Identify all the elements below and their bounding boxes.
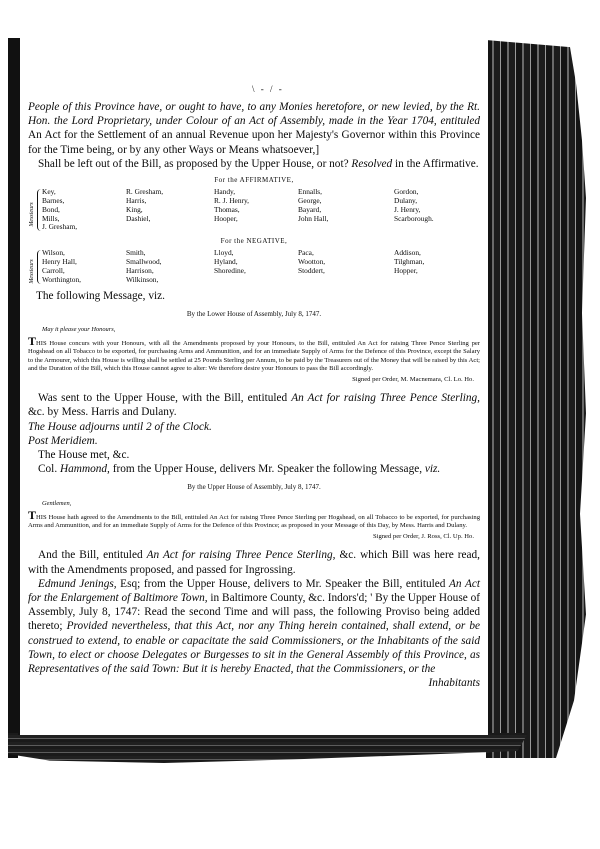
member-name: Carroll, <box>42 266 65 275</box>
page-text <box>28 100 480 690</box>
member-name: King, <box>126 204 143 214</box>
member-name: Bayard, <box>298 204 322 214</box>
member-name <box>298 276 394 285</box>
member-name: Tilghman, <box>394 257 425 267</box>
member-name: Paca, <box>298 248 314 258</box>
member-name: J. Gresham, <box>42 222 78 232</box>
member-name <box>214 276 298 285</box>
message-date: By the Lower House of Assembly, July 8, 1747. <box>186 309 322 318</box>
member-name: Scarborough. <box>394 213 434 223</box>
document-page <box>18 38 488 735</box>
member-name: Handy, <box>214 187 236 197</box>
text-run: Was sent to the Upper House, with the Bill, entituled <box>38 392 292 405</box>
message2-signature: Signed per Order, J. Ross, Cl. Up. Ho. <box>372 533 474 541</box>
negative-names <box>42 249 480 284</box>
scan-left-edge <box>8 38 18 758</box>
message2-date: By the Upper House of Assembly, July 8, 1747. <box>187 483 321 492</box>
member-name <box>394 223 484 232</box>
side-label: Messieurs <box>28 202 35 227</box>
italic-run: People of this Province have, or ought to have, to any Monies heretofore, or new levied, by the Rt. Hon. the Lord Proprietary, under Colour of an Act of Assembly, made in the Year 1704, entituled <box>28 101 480 128</box>
post-meridiem: Post Meridiem. <box>28 434 98 447</box>
member-name: Hopper, <box>394 266 418 275</box>
member-name <box>126 223 214 232</box>
member-name: R. Gresham, <box>126 187 164 197</box>
text-run: &c. by Mess. Harris and Dulany. <box>28 406 177 419</box>
member-name: John Hall, <box>298 213 329 223</box>
negative-list <box>28 249 480 284</box>
affirmative-names <box>42 188 480 232</box>
side-label: Messieurs <box>28 259 35 284</box>
member-name <box>298 223 394 232</box>
resolved-rest: in the Affirmative. <box>392 157 479 170</box>
message2-text: HIS House hath agreed to the Amendments to the Bill, entituled An Act for raising Three Pence Sterling per Hogshead, on all Tobacco to be exported, for purchasing Arms and Ammunition, and for an immediate Supply of Arms for the Defence of this Province; as proposed in your Message of this Day, by Mess. Harris and Dulany. <box>28 513 480 530</box>
member-name: George, <box>298 196 322 206</box>
member-name: Addison, <box>394 248 421 258</box>
scan-bottom-edge <box>8 733 528 763</box>
member-name <box>394 276 484 285</box>
member-name: Barnes, <box>42 196 65 206</box>
brace-mark <box>37 189 42 231</box>
member-name: Smallwood, <box>126 257 162 267</box>
member-name: Wilson, <box>42 248 65 258</box>
member-name: Hyland, <box>214 257 238 267</box>
message2-greeting: Gentlemen, <box>42 499 72 507</box>
message-body <box>28 334 480 373</box>
text-run: An Act for the Settlement of an annual Revenue upon her Majesty's Governor within this Province for the Time being, or by any other Ways or Means whatsoever,] <box>28 129 480 156</box>
paragraph-sent <box>28 391 480 419</box>
adjourn-line: The House adjourns until 2 of the Clock. <box>28 420 212 433</box>
scan-right-edge <box>486 40 586 758</box>
paragraph-bill: And the Bill, entituled An Act for raising Three Pence Sterling, &c. which Bill was here read, with the Amendments proposed, and passed for Ingrossing. <box>28 549 481 576</box>
message2-body <box>28 507 480 530</box>
member-name: Henry Hall, <box>42 257 77 267</box>
member-name: Wilkinson, <box>126 274 159 284</box>
member-name: J. Henry, <box>394 204 421 214</box>
message-title: The following Message, viz. <box>36 289 165 302</box>
question-text: Shall be left out of the Bill, as proposed by the Upper House, or not? <box>38 157 349 170</box>
paragraph-jenings: Edmund Jenings, Esq; from the Upper House, delivers to Mr. Speaker the Bill, entituled An Act for the Enlargement of Baltimore Town, in Baltimore County, &c. Indors'd; ' By the Upper House of Assembly, July 8, 1747: Read the second Time and will pass, the following Proviso being added thereto; Provided nevertheless, that this Act, nor any Thing herein contained, shall extend, or be construed to extend, to enable or capacitate the said Commissioners, or the Inhabitants of the said Town, to elect or choose Delegates or Burgesses to sit in the General Assembly of this Province, as Representatives of the said Town: But it is hereby Enacted, that the Commissioners, or the <box>28 577 480 676</box>
message-text: HIS House concurs with your Honours, with all the Amendments proposed by your Honours, to the Bill, entituled An Act for raising Three Pence Sterling per Hogshead on all Tobacco to be exported, for purchasing Arms and Ammunition, and for an immediate Supply of Arms for the Defence of this Province, except the Salary to the Armourer, which this House is willing shall be settled at 25 Pounds Sterling per Annum, to be paid by the Treasurers out of the Money that will be raised by this Act; and the Duration of the Bill, which this House cannot agree to alter: We therefore desire your Honours to pass the Bill accordingly. <box>28 340 480 372</box>
catchword: Inhabitants <box>428 677 480 690</box>
member-name: Smith, <box>126 248 146 258</box>
member-name: Bond, <box>42 204 60 214</box>
member-name: Lloyd, <box>214 248 234 258</box>
message-signature: Signed per Order, M. Macnemara, Cl. Lo. Ho. <box>352 376 474 384</box>
member-name: Shoredine, <box>214 266 246 275</box>
member-name: Mills, <box>42 213 60 223</box>
drop-cap: T <box>28 507 37 522</box>
member-name: Harrison, <box>126 266 154 275</box>
member-name: Dulany, <box>394 196 418 206</box>
member-name: Gordon, <box>394 187 419 197</box>
paragraph-hammond: Col. Hammond, from the Upper House, delivers Mr. Speaker the following Message, viz. <box>38 463 441 476</box>
resolved-word: Resolved <box>348 157 393 170</box>
paragraph-people <box>28 100 480 157</box>
member-name: Ennalls, <box>298 187 323 197</box>
negative-heading: For the NEGATIVE, <box>220 237 288 246</box>
member-name: R. J. Henry, <box>214 196 250 206</box>
member-name: Dashiel, <box>126 213 151 223</box>
member-name: Wootton, <box>298 257 326 267</box>
affirmative-heading: For the AFFIRMATIVE, <box>214 176 294 185</box>
house-met: The House met, &c. <box>38 449 130 462</box>
message-greeting: May it please your Honours, <box>42 326 116 333</box>
member-name: Harris, <box>126 196 147 206</box>
paragraph-question <box>28 157 480 171</box>
affirmative-list <box>28 188 480 232</box>
italic-run: An Act for raising Three Pence Sterling, <box>291 392 480 405</box>
member-name <box>214 223 298 232</box>
drop-cap: T <box>28 334 37 349</box>
member-name: Worthington, <box>42 274 82 284</box>
member-name: Thomas, <box>214 204 240 214</box>
member-name: Stoddert, <box>298 266 325 275</box>
page-number: \ - / - <box>252 84 284 94</box>
member-name: Hooper, <box>214 213 238 223</box>
member-name: Key, <box>42 187 56 197</box>
brace-mark <box>37 250 42 283</box>
